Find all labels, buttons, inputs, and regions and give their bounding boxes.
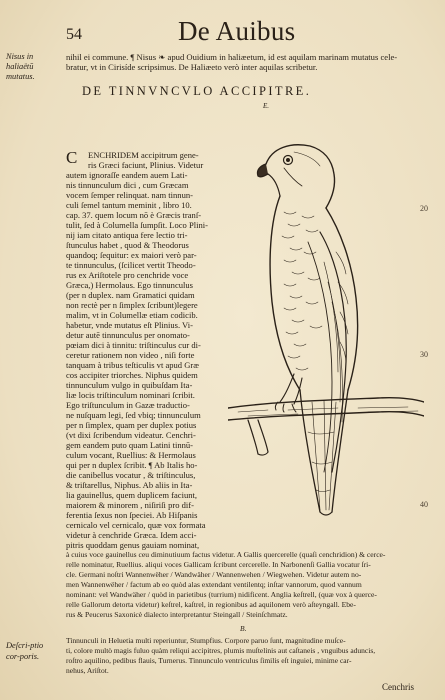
- text-line: quandoq; ſequitur: ex maiori verò par-: [66, 250, 197, 260]
- text-line: videtur à cenchride Græca. Idem acci-: [66, 530, 197, 540]
- text-line: Tinnunculi in Heluetia multi reperiuntur, Stumpfius. Corpore paruo ſunt, magnitudine muſce-: [66, 636, 346, 645]
- text-line: cle. Germani noſtri Wannenwëher / Wandwäher / Wannenwehen / Wiegwehen. Videtur autem no-: [66, 570, 362, 579]
- kestrel-woodcut-illustration: [228, 112, 424, 522]
- text-line: te tinnunculus, (ſcilicet vertit Theodo-: [66, 260, 196, 270]
- text-line: rus & Peucerus Saxonicè dialecto interpretantur Steingall / Steinſchmatz.: [66, 610, 288, 619]
- text-line: relle Gallorum detorta videtur) keſtrel, kaſtrel, in regionibus ad aquilonem verò aſteyngall. Ebe-: [66, 600, 356, 609]
- text-line: men Wannenwëher / factum ab eo quòd alas extendant ventilentq; inſtar vannorum, quod vannum: [66, 580, 362, 589]
- text-line: gem eandem puto quam Latini tinnū-: [66, 440, 193, 450]
- text-line: nis tinnunculum dici , cum Græcam: [66, 180, 189, 190]
- page-number: 54: [66, 26, 82, 43]
- text-line: qui per n duplex ſcribit. ¶ Ab Italis ho-: [66, 460, 198, 470]
- text-line: & triſtarellus, Niphus. Ab aliis in Ita-: [66, 480, 193, 490]
- margin-line-number: 40: [420, 500, 428, 509]
- text-line: pœiam dici à tinnitu: triſtinculus cur di-: [66, 340, 201, 350]
- figure-letter: E.: [263, 102, 270, 110]
- text-line: ENCHRIDEM accipitrum gene-: [88, 150, 199, 160]
- margin-line-number: 20: [420, 204, 428, 213]
- text-line: à cuius voce gauinellus ceu diminutiuum factus videtur. A Gallis quercerelle (quaſi cenchridion) & cerce-: [66, 550, 386, 559]
- section-letter: B.: [240, 624, 247, 633]
- text-line: die canibellus vocatur , & triſtinculus,: [66, 470, 196, 480]
- text-line: culum vocant, Ruellius: & Hermolaus: [66, 450, 196, 460]
- text-line: Ego triſtunculum in Gazæ traductio-: [66, 400, 190, 410]
- text-line: liæ locis triſtinculum nominari ſcribit.: [66, 390, 195, 400]
- text-line: tinnunculum vulgo in quibuſdam Ita-: [66, 380, 193, 390]
- drop-cap: C: [66, 148, 78, 167]
- margin-note-top: Nisus in haliaëtū mutatus.: [6, 52, 35, 81]
- margin-note-bottom: Deſcri-ptio cor-poris.: [6, 641, 44, 661]
- text-line: Græca,) Hermolaus. Ego tinnunculus: [66, 280, 193, 290]
- text-line: ris Græci faciunt, Plinius. Videtur: [88, 160, 204, 170]
- text-line: cap. 37. quem locum nō è Græcis tranſ-: [66, 210, 202, 220]
- text-line: lia gauinellus, quem duplicem faciunt,: [66, 490, 198, 500]
- text-line: ferentia ſexus non ſpeciei. Ab Hiſpanis: [66, 510, 198, 520]
- margin-line-number: 30: [420, 350, 428, 359]
- text-line: culi ſemel tantum meminit , libro 10.: [66, 200, 192, 210]
- text-line: (vt dixi ſcribendum videatur. Cenchri-: [66, 430, 196, 440]
- text-line: detur autē tinnunculus per onomato-: [66, 330, 190, 340]
- running-title: De Auibus: [178, 16, 296, 46]
- text-line: relle nominatur, Ruellius. aliqui voces Gallicam ſcribunt cercerelle. In Narbonenſi Gallia vocatur ſri-: [66, 560, 371, 569]
- intro-line: bratur, vt in Cirisíde scripsimus. De Haliæeto verò inter aquilas scribetur.: [66, 62, 318, 72]
- text-line: cos accipiter triorches. Niphus quidem: [66, 370, 198, 380]
- text-line: non rectè per n ſimplex ſcribunt)legere: [66, 300, 198, 310]
- text-line: (per n duplex. nam Gramatici quidam: [66, 290, 195, 300]
- text-line: maiorem & minorem , niſiriſi pro dif-: [66, 500, 194, 510]
- text-line: pitris quoddam genus gauiam nominat,: [66, 540, 200, 550]
- text-line: ti, colore multò magis fuluo quàm reliqui accipitres, plumis muſtelinis aut caſtaneis , vnguibus aduncis,: [66, 646, 376, 655]
- text-line: nominant: vel Wandwäher / quòd in parietibus (turrium) nidificent. Anglia keſtrell, (quæ vox à querce-: [66, 590, 377, 599]
- text-line: autem ignoraſſe eandem auem Lati-: [66, 170, 188, 180]
- text-line: cernicalo vel cernicalo, quæ vox formata: [66, 520, 206, 530]
- text-line: tulit, ſed à Columella ſumpſit. Loco Plini-: [66, 220, 208, 230]
- text-line: ne nuſquam legi, ſed vbiq; tinnunculum: [66, 410, 201, 420]
- intro-line: nihil ei commune. ¶ Nisus ❧ apud Ouidium in haliæetum, id est aquilam marinam mutatus cele-: [66, 52, 398, 62]
- text-line: tanquam à tribus teſticulis vt apud Græ: [66, 360, 199, 370]
- text-line: nehus, Ariſtot.: [66, 666, 109, 675]
- text-line: nij iam citato antiqua fere lectio tri-: [66, 230, 188, 240]
- chapter-heading: DE TINNVNCVLO ACCIPITRE.: [82, 84, 312, 98]
- text-line: per n ſimplex, quam per duplex potius: [66, 420, 197, 430]
- text-line: ſtunculus habet , quod & Theodorus: [66, 240, 189, 250]
- text-line: roſtro aquilino, pedibus flauis, Turnerus. Tinnunculo ventriculus ſimilis eſt inguiei, minime car-: [66, 656, 352, 665]
- text-line: malim, vt in Columellæ etiam codicib.: [66, 310, 198, 320]
- text-line: rus ex Ariſtotele pro cenchride voce: [66, 270, 189, 280]
- text-line: ceretur rationem non video , niſi forte: [66, 350, 195, 360]
- text-line: habetur, vnde mutatus eſt Plinius. Vi-: [66, 320, 193, 330]
- catchword: Cenchris: [382, 682, 414, 692]
- text-line: vocem ſemper relinquat. nam tinnun-: [66, 190, 193, 200]
